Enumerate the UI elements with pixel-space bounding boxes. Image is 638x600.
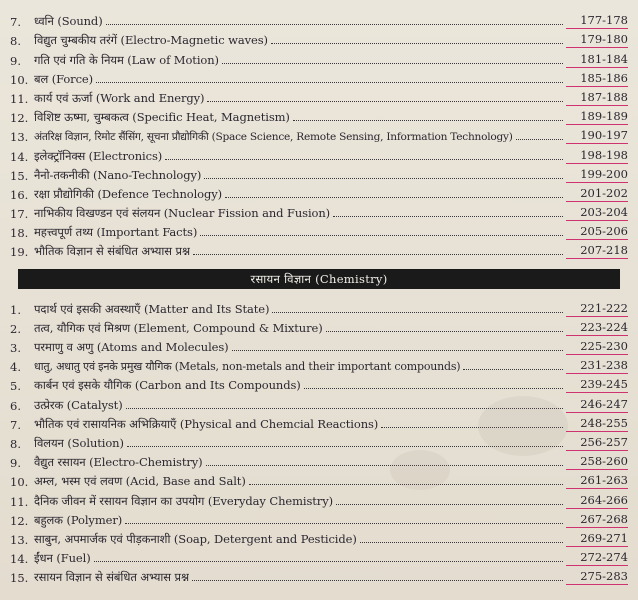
- toc-item-title: उत्प्रेरक (Catalyst): [34, 397, 123, 412]
- toc-row[interactable]: [0, 144, 638, 163]
- toc-page-range: 248-255: [566, 417, 628, 432]
- toc-page-range: 181-184: [566, 53, 628, 68]
- toc-leader-dots: [293, 119, 563, 121]
- toc-row[interactable]: [0, 202, 638, 221]
- toc-row[interactable]: [0, 355, 638, 374]
- toc-page-range: 272-274: [566, 551, 628, 566]
- toc-leader-dots: [516, 138, 563, 140]
- toc-row[interactable]: [0, 547, 638, 566]
- toc-item-number: 5.: [10, 379, 21, 394]
- toc-row[interactable]: [0, 374, 638, 393]
- toc-row[interactable]: [0, 566, 638, 585]
- toc-item-title: पदार्थ एवं इसकी अवस्थाएँ (Matter and Its State): [34, 301, 270, 316]
- toc-item-title: ईंधन (Fuel): [34, 551, 91, 566]
- toc-row[interactable]: [0, 183, 638, 202]
- toc-row[interactable]: [0, 48, 638, 67]
- toc-item-title: भौतिक विज्ञान से संबंधित अभ्यास प्रश्न: [34, 244, 190, 259]
- toc-item-title: महत्त्वपूर्ण तथ्य (Important Facts): [34, 225, 198, 240]
- physics-toc-list: [0, 10, 638, 259]
- toc-page-range: 187-188: [566, 91, 628, 106]
- toc-leader-dots: [304, 387, 563, 389]
- toc-item-number: 12.: [10, 513, 29, 528]
- toc-page-range: 190-197: [566, 129, 628, 144]
- toc-item-title: बल (Force): [34, 71, 94, 86]
- toc-item-title: विशिष्ट ऊष्मा, चुम्बकत्व (Specific Heat, Magnetism): [34, 110, 290, 125]
- toc-item-title: दैनिक जीवन में रसायन विज्ञान का उपयोग (Everyday Chemistry): [34, 493, 333, 508]
- toc-item-number: 12.: [10, 111, 29, 126]
- toc-leader-dots: [333, 215, 563, 217]
- toc-item-number: 8.: [10, 34, 21, 49]
- paper-smudge: [478, 396, 568, 456]
- toc-row[interactable]: [0, 470, 638, 489]
- toc-row[interactable]: [0, 317, 638, 336]
- toc-leader-dots: [106, 23, 563, 25]
- toc-row[interactable]: [0, 509, 638, 528]
- toc-item-number: 18.: [10, 226, 29, 241]
- toc-leader-dots: [206, 464, 563, 466]
- toc-item-title: वैद्युत रसायन (Electro-Chemistry): [34, 455, 203, 470]
- toc-item-title: ध्वनि (Sound): [34, 14, 103, 29]
- toc-row[interactable]: [0, 297, 638, 316]
- toc-item-title: इलेक्ट्रॉनिक्स (Electronics): [34, 148, 163, 163]
- toc-item-title: गति एवं गति के नियम (Law of Motion): [34, 52, 219, 67]
- toc-item-title: तत्व, यौगिक एवं मिश्रण (Element, Compound & Mixture): [34, 320, 323, 335]
- toc-leader-dots: [463, 368, 563, 370]
- toc-row[interactable]: [0, 164, 638, 183]
- toc-item-title: अंतरिक्ष विज्ञान, रिमोट सैंसिंग, सूचना प्रौद्योगिकी (Space Science, Remote Sensing, Information Technology): [34, 131, 513, 144]
- toc-leader-dots: [272, 311, 563, 313]
- toc-leader-dots: [326, 330, 563, 332]
- toc-item-number: 13.: [10, 532, 29, 547]
- toc-item-number: 14.: [10, 552, 29, 567]
- toc-item-number: 10.: [10, 72, 29, 87]
- toc-page-range: 189-189: [566, 110, 628, 125]
- toc-page-range: 207-218: [566, 244, 628, 259]
- toc-item-number: 13.: [10, 130, 29, 145]
- toc-item-number: 3.: [10, 341, 21, 355]
- toc-leader-dots: [204, 177, 563, 179]
- toc-page-range: 256-257: [566, 436, 628, 451]
- toc-page-range: 201-202: [566, 187, 628, 202]
- toc-item-number: 15.: [10, 168, 29, 183]
- toc-item-number: 9.: [10, 53, 21, 68]
- toc-leader-dots: [193, 253, 563, 255]
- toc-page-range: 185-186: [566, 72, 628, 87]
- toc-item-number: 17.: [10, 207, 29, 222]
- toc-page-range: 221-222: [566, 302, 628, 317]
- toc-leader-dots: [192, 579, 563, 581]
- toc-page-range: 267-268: [566, 513, 628, 528]
- toc-item-title: विलयन (Solution): [34, 435, 124, 450]
- toc-row[interactable]: [0, 528, 638, 547]
- toc-page-range: 275-283: [566, 570, 628, 585]
- toc-page-range: 269-271: [566, 532, 628, 547]
- toc-page-range: 177-178: [566, 14, 628, 29]
- toc-page-range: 223-224: [566, 321, 628, 336]
- toc-leader-dots: [360, 541, 563, 543]
- toc-leader-dots: [125, 522, 563, 524]
- toc-page-range: 261-263: [566, 474, 628, 489]
- toc-page-range: 225-230: [566, 340, 628, 355]
- toc-item-number: 8.: [10, 436, 21, 451]
- toc-item-number: 1.: [10, 302, 21, 317]
- toc-item-number: 14.: [10, 149, 29, 164]
- toc-leader-dots: [165, 158, 563, 160]
- toc-row[interactable]: [0, 221, 638, 240]
- toc-leader-dots: [232, 349, 563, 351]
- toc-row[interactable]: [0, 336, 638, 355]
- paper-smudge: [390, 450, 450, 490]
- toc-page-range: 198-198: [566, 149, 628, 164]
- toc-row[interactable]: [0, 87, 638, 106]
- toc-item-number: 10.: [10, 475, 29, 490]
- chemistry-section-header: रसायन विज्ञान (Chemistry): [18, 269, 620, 289]
- toc-item-title: रक्षा प्रौद्योगिकी (Defence Technology): [34, 186, 223, 201]
- toc-leader-dots: [207, 100, 563, 102]
- toc-item-title: परमाणु व अणु (Atoms and Molecules): [34, 340, 229, 354]
- toc-page-range: 246-247: [566, 398, 628, 413]
- toc-leader-dots: [222, 62, 563, 64]
- toc-item-title: अम्ल, भस्म एवं लवण (Acid, Base and Salt): [34, 474, 246, 489]
- toc-leader-dots: [271, 42, 563, 44]
- toc-page-range: 264-266: [566, 494, 628, 509]
- toc-item-title: विद्युत चुम्बकीय तरंगें (Electro-Magnetic waves): [34, 33, 268, 48]
- toc-row[interactable]: [0, 240, 638, 259]
- toc-page-range: 205-206: [566, 225, 628, 240]
- toc-item-title: भौतिक एवं रासायनिक अभिक्रियाएँ (Physical and Chemcial Reactions): [34, 416, 379, 431]
- toc-item-title: कार्य एवं ऊर्जा (Work and Energy): [34, 90, 205, 105]
- toc-row[interactable]: [0, 489, 638, 508]
- toc-item-number: 7.: [10, 15, 21, 30]
- toc-item-title: नाभिकीय विखण्डन एवं संलयन (Nuclear Fission and Fusion): [34, 206, 331, 221]
- toc-item-number: 19.: [10, 245, 29, 260]
- toc-item-number: 7.: [10, 417, 21, 432]
- toc-page-range: 231-238: [566, 359, 628, 374]
- toc-item-title: धातु, अधातु एवं इनके प्रमुख यौगिक (Metals, non-metals and their important compounds): [34, 360, 461, 374]
- toc-item-title: नैनो-तकनीकी (Nano-Technology): [34, 167, 202, 182]
- toc-item-number: 6.: [10, 398, 21, 413]
- toc-item-number: 15.: [10, 571, 29, 586]
- toc-item-number: 2.: [10, 321, 21, 336]
- toc-item-title: साबुन, अपमार्जक एवं पीड़कनाशी (Soap, Detergent and Pesticide): [34, 531, 357, 546]
- toc-item-number: 11.: [10, 494, 29, 509]
- toc-page-range: 203-204: [566, 206, 628, 221]
- toc-row[interactable]: [0, 68, 638, 87]
- toc-row[interactable]: [0, 10, 638, 29]
- toc-item-number: 9.: [10, 456, 21, 471]
- toc-page-range: 258-260: [566, 455, 628, 470]
- toc-item-title: बहुलक (Polymer): [34, 512, 123, 527]
- toc-item-number: 16.: [10, 187, 29, 202]
- toc-item-number: 4.: [10, 360, 21, 375]
- toc-row[interactable]: [0, 106, 638, 125]
- toc-row[interactable]: [0, 125, 638, 144]
- toc-leader-dots: [336, 503, 563, 505]
- toc-item-title: कार्बन एवं इसके यौगिक (Carbon and Its Compounds): [34, 378, 301, 393]
- toc-leader-dots: [94, 560, 563, 562]
- toc-row[interactable]: [0, 451, 638, 470]
- toc-item-title: रसायन विज्ञान से संबंधित अभ्यास प्रश्न: [34, 570, 189, 585]
- toc-page-range: 179-180: [566, 33, 628, 48]
- toc-row[interactable]: [0, 29, 638, 48]
- toc-leader-dots: [225, 196, 563, 198]
- toc-leader-dots: [200, 234, 563, 236]
- toc-item-number: 11.: [10, 91, 29, 106]
- toc-page-range: 239-245: [566, 378, 628, 393]
- toc-page-range: 199-200: [566, 168, 628, 183]
- toc-leader-dots: [96, 81, 563, 83]
